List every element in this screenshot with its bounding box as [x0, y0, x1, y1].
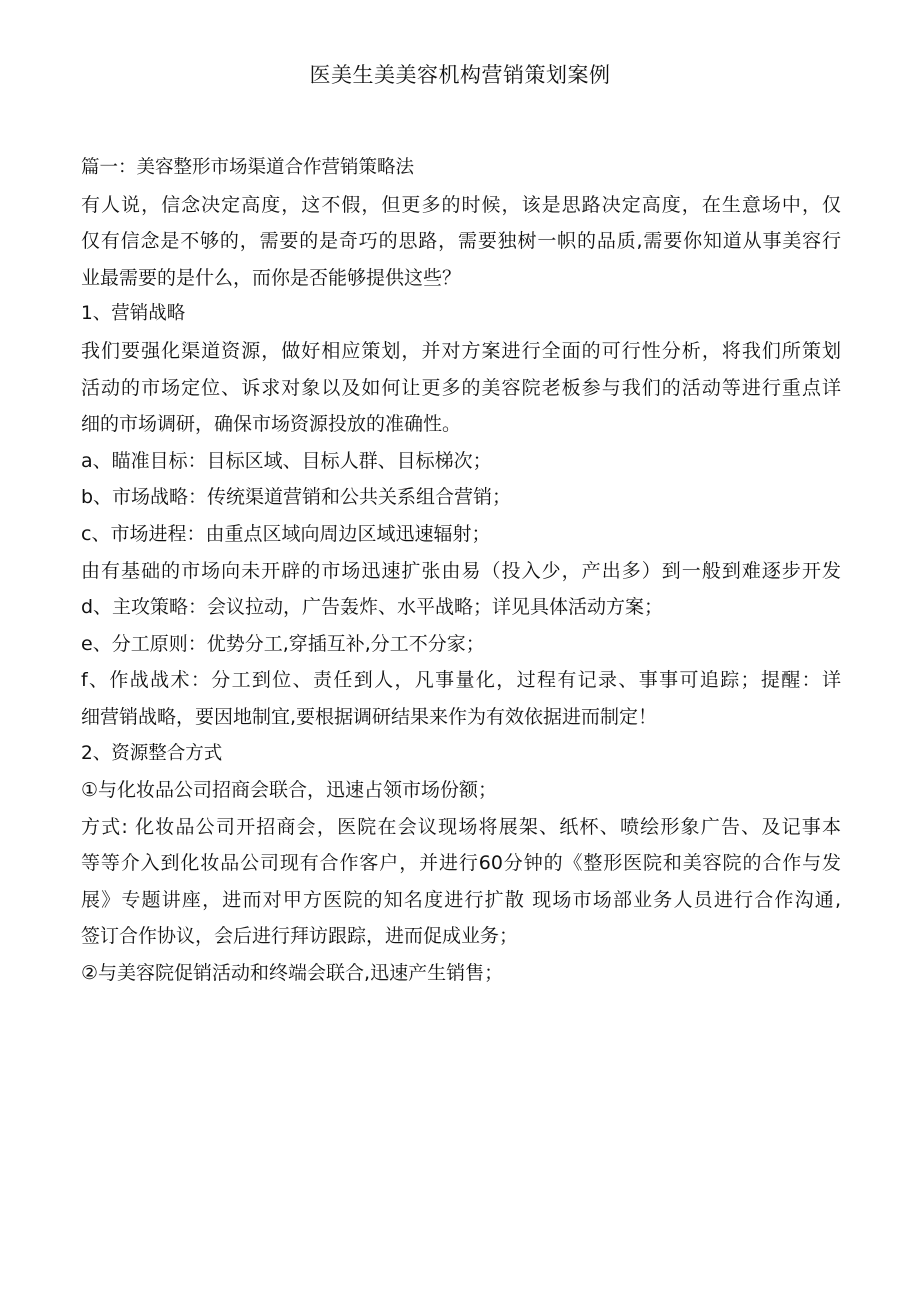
- s2-method-line-3: 展》专题讲座，进而对甲方医院的知名度进行扩散 现场市场部业务人员进行合作沟通,: [81, 888, 841, 911]
- s2-method-line-1: 方式: 化妆品公司开招商会，医院在会议现场将展架、纸杯、喷绘形象广告、及记事本: [81, 815, 841, 838]
- s2-item-1: ①与化妆品公司招商会联合，迅速占领市场份额；: [81, 779, 498, 802]
- intro-line-3: 业最需要的是什么，而你是否能够提供这些？: [81, 266, 462, 289]
- intro-line-1: 有人说，信念决定高度，这不假，但更多的时候，该是思路决定高度，在生意场中，仅: [81, 193, 841, 216]
- item-c: c、市场进程：由重点区域向周边区域迅速辐射；: [81, 522, 491, 545]
- section-2-heading: 2、资源整合方式: [81, 742, 223, 764]
- document-title: 医美生美美容机构营销策划案例: [309, 63, 611, 87]
- item-f-line-1: f、作战战术：分工到位、责任到人，凡事量化，过程有记录、事事可追踪；提醒：详: [81, 669, 841, 692]
- s2-method-line-2: 等等介入到化妆品公司现有合作客户，并进行60分钟的《整形医院和美容院的合作与发: [81, 852, 841, 875]
- document-body: [81, 150, 841, 992]
- section-title: 篇一：美容整形市场渠道合作营销策略法: [81, 157, 415, 178]
- item-c-continuation: 由有基础的市场向未开辟的市场迅速扩张由易（投入少，产出多）到一般到难逐步开发: [81, 559, 841, 582]
- item-b: b、市场战略：传统渠道营销和公共关系组合营销；: [81, 486, 512, 509]
- item-d: d、主攻策略：会议拉动，广告轰炸、水平战略；详见具体活动方案；: [81, 596, 664, 619]
- item-a: a、瞄准目标：目标区域、目标人群、目标梯次；: [81, 449, 492, 472]
- s1-para-line-1: 我们要强化渠道资源，做好相应策划，并对方案进行全面的可行性分析，将我们所策划: [81, 339, 841, 362]
- s2-method-line-4: 签订合作协议，会后进行拜访跟踪，进而促成业务；: [81, 925, 519, 948]
- item-e: e、分工原则：优势分工,穿插互补,分工不分家；: [81, 632, 485, 655]
- intro-line-2: 仅有信念是不够的，需要的是奇巧的思路，需要独树一帜的品质,需要你知道从事美容行: [81, 230, 841, 253]
- section-1-heading: 1、营销战略: [81, 303, 186, 325]
- s2-item-2: ②与美容院促销活动和终端会联合,迅速产生销售；: [81, 962, 504, 985]
- s1-para-line-3: 细的市场调研，确保市场资源投放的准确性。: [81, 413, 462, 436]
- s1-para-line-2: 活动的市场定位、诉求对象以及如何让更多的美容院老板参与我们的活动等进行重点详: [81, 376, 841, 399]
- item-f-line-2: 细营销战略，要因地制宜,要根据调研结果来作为有效依据进而制定！: [81, 705, 658, 728]
